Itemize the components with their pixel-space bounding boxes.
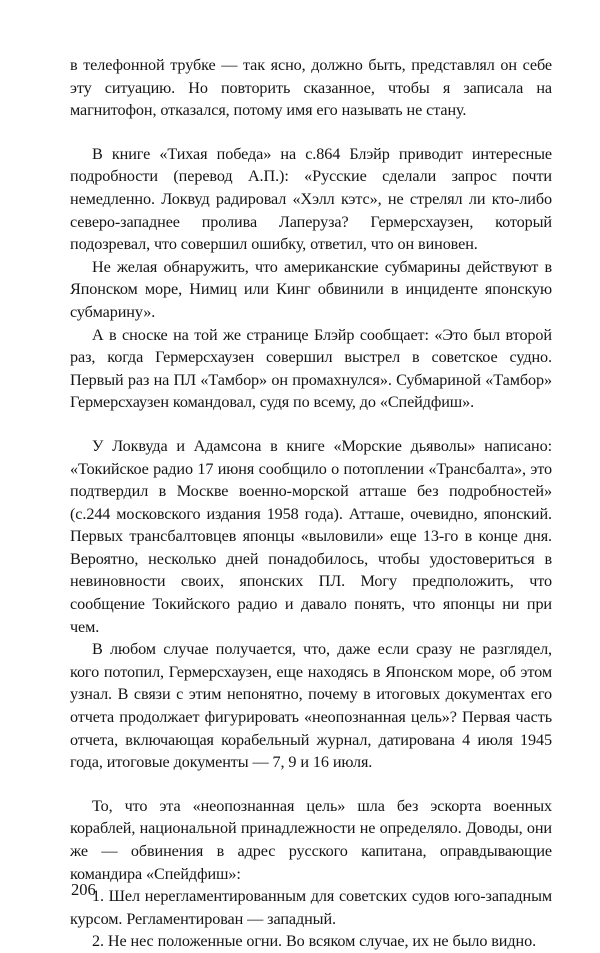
page-number: 206 (71, 880, 96, 899)
paragraph-any-case: В любом случае получается, что, даже если сразу не разглядел, кого потопил, Гермерсхаузен, еще находясь в Японском море, об этом узнал. В связи с этим непонятно, почему в итоговых документах его отчета продолжает фигурировать «неопознанная цель»? Первая часть отчета, включающая корабельный журнал, датирована 4 июля 1945 года, итоговые документы — 7, 9 и 16 июля. (70, 640, 552, 772)
paragraph-blair-quote: В книге «Тихая победа» на с.864 Блэйр приводит интересные подробности (перевод А.П.): «Русские сделали запрос почти немедленно. Локвуд радировал «Хэлл кэтс», не стрелял ли кто-либо северо-западнее пролива Лаперуза? Гермерсхаузен, который подозревал, что совершил ошибку, ответил, что он виновен. (70, 144, 552, 254)
paragraph-lockwood-adamson: У Локвуда и Адамсона в книге «Морские дьяволы» написано: «Токийское радио 17 июня сообщило о потоплении «Трансбалта», это подтвердил в Москве военно-морской атташе без подробностей» (с.244 московского издания 1958 года). Атташе, очевидно, японский. Первых трансбалтовцев японцы «выловили» еще 13-го в конце дня. Вероятно, несколько дней понадобилось, чтобы удостовериться в невиновности своих, японских ПЛ. Могу предположить, что сообщение Токийского радио и давало понять, что японцы ни при чем. (70, 436, 552, 636)
paragraph-nimitz-king: Не желая обнаружить, что американские субмарины действуют в Японском море, Нимиц или Кинг обвинили в инциденте японскую субмарину». (70, 257, 552, 321)
paragraph-phone-continuation: в телефонной трубке — так ясно, должно быть, представлял он себе эту ситуацию. Но повторить сказанное, чтобы я записала на магнитофон, отказался, потому имя его называть не стану. (70, 56, 552, 120)
list-item-course: 1. Шел нерегламентированным для советских судов юго-западным курсом. Регламентирован — западный. (70, 887, 552, 928)
list-item-lights: 2. Не нес положенные огни. Во всяком случае, их не было видно. (92, 932, 537, 951)
book-page-text (70, 54, 552, 953)
paragraph-blair-footnote: А в сноске на той же странице Блэйр сообщает: «Это был второй раз, когда Гермерсхаузен совершил выстрел в советское судно. Первый раз на ПЛ «Тамбор» он промахнулся». Субмариной «Тамбор» Гермерсхаузен командовал, судя по всему, до «Спейдфиш». (70, 325, 552, 412)
paragraph-unidentified-target: То, что эта «неопознанная цель» шла без эскорта военных кораблей, национальной принадлежности не определяло. Доводы, они же — обвинения в адрес русского капитана, оправдывающие командира «Спейдфиш»: (70, 796, 552, 883)
